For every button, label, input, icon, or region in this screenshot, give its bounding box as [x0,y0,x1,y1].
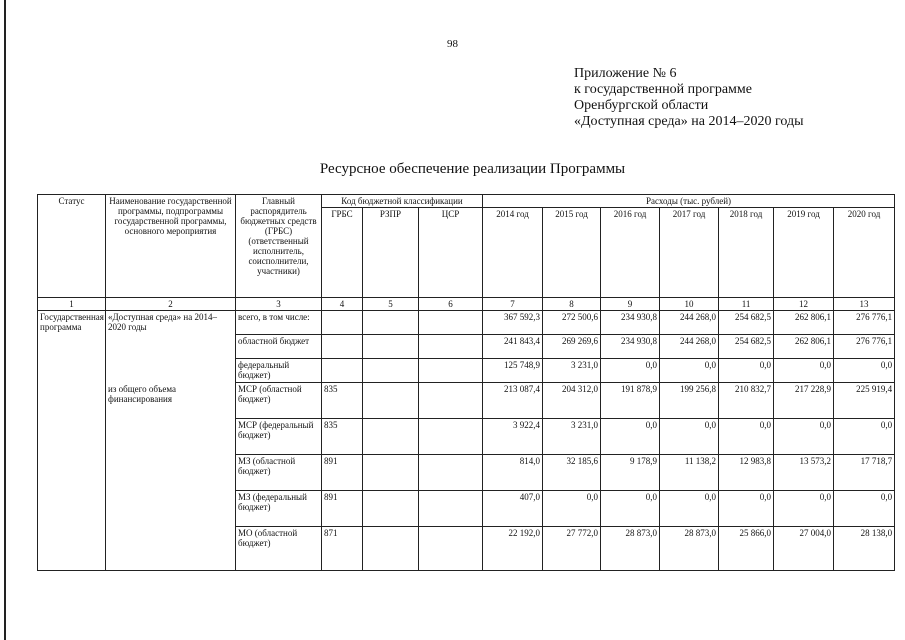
expense-cell: 13 573,2 [774,455,834,491]
distributor-cell: областной бюджет [236,335,322,359]
rzpr-cell [363,455,419,491]
column-number: 12 [774,298,834,311]
distributor-cell: всего, в том числе: [236,311,322,335]
csr-cell [419,359,483,383]
expense-cell: 213 087,4 [483,383,543,419]
header-year: 2016 год [601,208,660,298]
expense-cell: 262 806,1 [774,311,834,335]
expense-cell: 0,0 [834,359,895,383]
expense-cell: 254 682,5 [719,335,774,359]
header-year: 2018 год [719,208,774,298]
page-number: 98 [447,38,458,50]
expense-cell: 276 776,1 [834,335,895,359]
appendix-line-3: Оренбургской области [574,98,709,113]
program-name-cell: «Доступная среда» на 2014–2020 годы [106,311,236,383]
expense-cell: 225 919,4 [834,383,895,419]
expense-cell: 0,0 [601,419,660,455]
expense-cell: 22 192,0 [483,527,543,571]
csr-cell [419,311,483,335]
distributor-cell: МЗ (областной бюджет) [236,455,322,491]
expense-cell: 367 592,3 [483,311,543,335]
status-cell: Государственная программа [38,311,106,571]
expense-cell: 199 256,8 [660,383,719,419]
header-year: 2020 год [834,208,895,298]
expense-cell: 0,0 [834,419,895,455]
expense-cell: 28 138,0 [834,527,895,571]
expense-cell: 244 268,0 [660,311,719,335]
expense-cell: 244 268,0 [660,335,719,359]
expense-cell: 0,0 [774,491,834,527]
expense-cell: 262 806,1 [774,335,834,359]
expense-cell: 210 832,7 [719,383,774,419]
rzpr-cell [363,311,419,335]
header-name: Наименование государственной программы, подпрограммы государственной программы, основного мероприятия [106,195,236,298]
expense-cell: 0,0 [834,491,895,527]
table-row [38,383,895,419]
table-row [38,311,895,335]
expense-cell: 27 004,0 [774,527,834,571]
expense-cell: 276 776,1 [834,311,895,335]
column-number: 8 [543,298,601,311]
rzpr-cell [363,359,419,383]
expense-cell: 0,0 [601,491,660,527]
expense-cell: 11 138,2 [660,455,719,491]
document-title: Ресурсное обеспечение реализации Программы [319,161,626,177]
header-rzpr: РЗПР [363,208,419,298]
grbs-cell: 871 [322,527,363,571]
expense-cell: 0,0 [660,491,719,527]
expense-cell: 217 228,9 [774,383,834,419]
expense-cell: 191 878,9 [601,383,660,419]
expense-cell: 125 748,9 [483,359,543,383]
grbs-cell [322,311,363,335]
rzpr-cell [363,383,419,419]
expense-cell: 234 930,8 [601,311,660,335]
header-csr: ЦСР [419,208,483,298]
distributor-cell: МСР (областной бюджет) [236,383,322,419]
expense-cell: 0,0 [774,419,834,455]
rzpr-cell [363,335,419,359]
expense-cell: 3 231,0 [543,359,601,383]
csr-cell [419,383,483,419]
csr-cell [419,419,483,455]
expense-cell: 12 983,8 [719,455,774,491]
expense-cell: 32 185,6 [543,455,601,491]
grbs-cell: 835 [322,419,363,455]
header-year: 2017 год [660,208,719,298]
csr-cell [419,527,483,571]
expense-cell: 269 269,6 [543,335,601,359]
resource-table [37,194,895,571]
expense-cell: 234 930,8 [601,335,660,359]
header-expenses: Расходы (тыс. рублей) [483,195,895,208]
grbs-cell: 891 [322,491,363,527]
expense-cell: 3 922,4 [483,419,543,455]
expense-cell: 28 873,0 [660,527,719,571]
column-number-row [38,298,895,311]
expense-cell: 3 231,0 [543,419,601,455]
expense-cell: 254 682,5 [719,311,774,335]
funding-note-cell: из общего объема финансирования [106,383,236,571]
appendix-line-4: «Доступная среда» на 2014–2020 годы [574,114,804,129]
scan-edge-line [4,0,6,640]
expense-cell: 0,0 [719,359,774,383]
expense-cell: 0,0 [543,491,601,527]
expense-cell: 0,0 [774,359,834,383]
distributor-cell: МО (областной бюджет) [236,527,322,571]
expense-cell: 0,0 [660,359,719,383]
expense-cell: 0,0 [719,419,774,455]
column-number: 7 [483,298,543,311]
header-year: 2014 год [483,208,543,298]
rzpr-cell [363,491,419,527]
csr-cell [419,491,483,527]
grbs-cell: 835 [322,383,363,419]
expense-cell: 0,0 [601,359,660,383]
rzpr-cell [363,419,419,455]
expense-cell: 17 718,7 [834,455,895,491]
column-number: 9 [601,298,660,311]
column-number: 11 [719,298,774,311]
column-number: 3 [236,298,322,311]
column-number: 13 [834,298,895,311]
column-number: 4 [322,298,363,311]
grbs-cell [322,335,363,359]
expense-cell: 0,0 [660,419,719,455]
header-year: 2015 год [543,208,601,298]
header-row-1 [38,195,895,208]
column-number: 6 [419,298,483,311]
header-status: Статус [38,195,106,298]
expense-cell: 25 866,0 [719,527,774,571]
appendix-line-2: к государственной программе [574,82,752,97]
header-grbs: ГРБС [322,208,363,298]
header-bcc: Код бюджетной классификации [322,195,483,208]
header-year: 2019 год [774,208,834,298]
appendix-line-1: Приложение № 6 [574,66,677,81]
expense-cell: 0,0 [719,491,774,527]
header-distributor: Главный распорядитель бюджетных средств (ГРБС) (ответственный исполнитель, соисполнители, участники) [236,195,322,298]
grbs-cell: 891 [322,455,363,491]
distributor-cell: МСР (федеральный бюджет) [236,419,322,455]
distributor-cell: федеральный бюджет) [236,359,322,383]
distributor-cell: МЗ (федеральный бюджет) [236,491,322,527]
expense-cell: 204 312,0 [543,383,601,419]
rzpr-cell [363,527,419,571]
column-number: 5 [363,298,419,311]
expense-cell: 814,0 [483,455,543,491]
csr-cell [419,455,483,491]
appendix-block [574,66,804,130]
expense-cell: 272 500,6 [543,311,601,335]
csr-cell [419,335,483,359]
expense-cell: 27 772,0 [543,527,601,571]
column-number: 2 [106,298,236,311]
column-number: 1 [38,298,106,311]
grbs-cell [322,359,363,383]
column-number: 10 [660,298,719,311]
expense-cell: 28 873,0 [601,527,660,571]
expense-cell: 407,0 [483,491,543,527]
expense-cell: 9 178,9 [601,455,660,491]
expense-cell: 241 843,4 [483,335,543,359]
